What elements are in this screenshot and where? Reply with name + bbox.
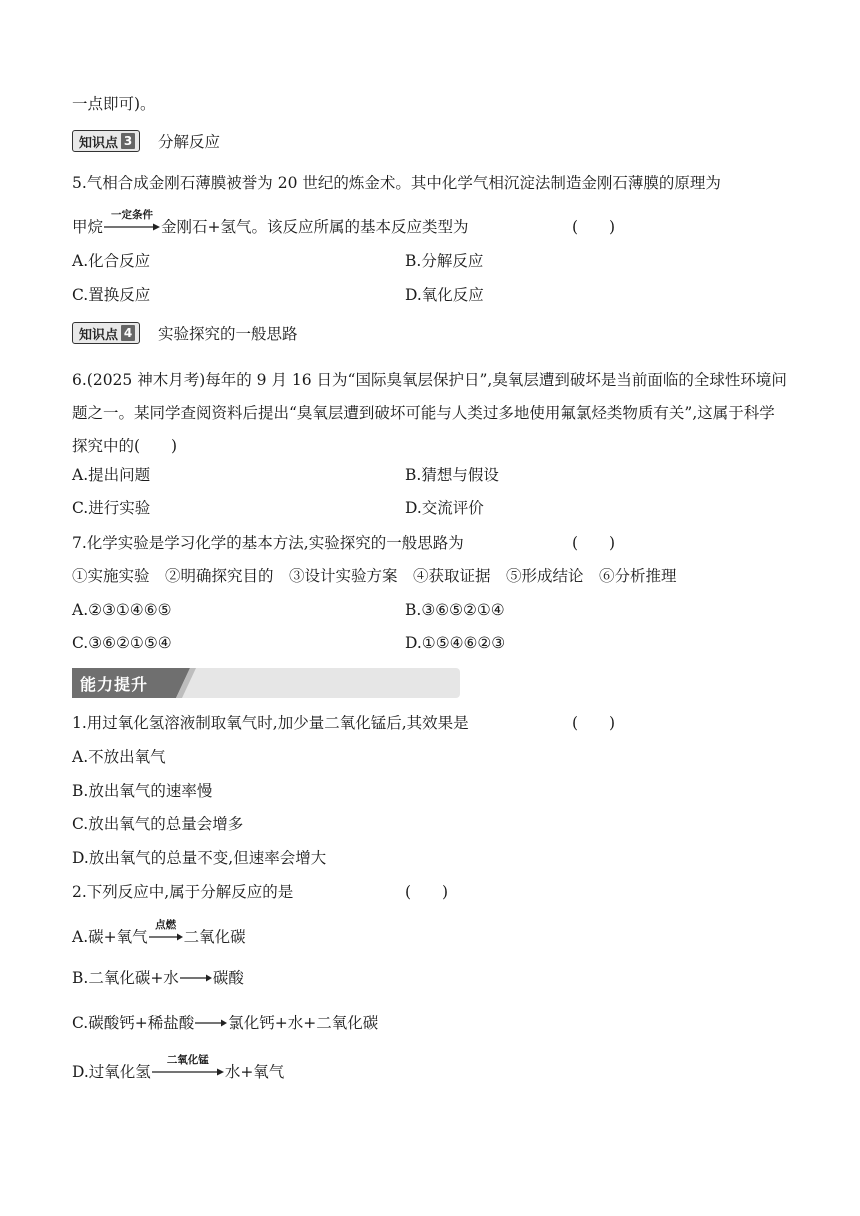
section-banner	[72, 668, 460, 698]
q5-option-a[interactable]: A.化合反应	[72, 252, 151, 270]
p2-d-products: 水+氧气	[224, 1063, 285, 1081]
reaction-arrow	[179, 973, 213, 983]
q6-option-c[interactable]: C.进行实验	[72, 499, 151, 517]
p2-a-products: 二氧化碳	[183, 928, 246, 946]
p2-a-reactants: A.碳+氧气	[72, 928, 148, 946]
q6-text: 6.(2025 神木月考)每年的 9 月 16 日为“国际臭氧层保护日”,臭氧层遭到破坏是当前面临的全球性环境问题之一。某同学查阅资料后提出“臭氧层遭到破坏可能与人类过多地使用氟氯烃类物质有关”,这属于科学探究中的( )	[72, 371, 787, 455]
reaction-condition: 二氧化锰	[166, 1054, 209, 1066]
p2-c-products: 氯化钙+水+二氧化碳	[228, 1014, 379, 1032]
section-title: 能力提升	[80, 675, 149, 694]
q7-option-d[interactable]: D.①⑤④⑥②③	[405, 634, 506, 652]
arrow-icon	[151, 1067, 225, 1077]
q5-option-b[interactable]: B.分解反应	[405, 252, 484, 270]
q5-products: 金刚石+氢气。该反应所属的基本反应类型为	[161, 218, 469, 236]
knowledge-point-label: 知识点	[79, 135, 119, 151]
q5-reactant: 甲烷	[72, 218, 104, 236]
p2-answer-paren[interactable]: ( )	[405, 883, 449, 901]
knowledge-point-3-header	[72, 130, 220, 152]
p1-option-b[interactable]: B.放出氧气的速率慢	[72, 782, 213, 800]
p2-b-reactants: B.二氧化碳+水	[72, 969, 179, 987]
reaction-arrow	[103, 209, 161, 232]
knowledge-point-badge	[72, 322, 140, 344]
reaction-condition: 点燃	[155, 919, 177, 931]
q7-option-a[interactable]: A.②③①④⑥⑤	[72, 601, 172, 619]
arrow-icon	[179, 973, 213, 983]
p2-option-d[interactable]	[72, 1054, 285, 1082]
q7-answer-paren[interactable]: ( )	[572, 534, 616, 552]
q5-option-d[interactable]: D.氧化反应	[405, 286, 484, 304]
q5-line2	[72, 209, 469, 237]
p2-text: 2.下列反应中,属于分解反应的是	[72, 883, 294, 901]
p2-option-a[interactable]	[72, 919, 246, 947]
q7-option-c[interactable]: C.③⑥②①⑤④	[72, 634, 172, 652]
p2-b-products: 碳酸	[212, 969, 244, 987]
p1-answer-paren[interactable]: ( )	[572, 714, 616, 732]
q5-answer-paren[interactable]: ( )	[572, 218, 616, 236]
p2-option-b[interactable]	[72, 968, 244, 988]
p1-option-d[interactable]: D.放出氧气的总量不变,但速率会增大	[72, 849, 327, 867]
reaction-arrow	[194, 1018, 228, 1028]
p1-option-c[interactable]: C.放出氧气的总量会增多	[72, 815, 244, 833]
q7-text: 7.化学实验是学习化学的基本方法,实验探究的一般思路为	[72, 534, 464, 552]
p1-text: 1.用过氧化氢溶液制取氧气时,加少量二氧化锰后,其效果是	[72, 714, 469, 732]
q6-option-b[interactable]: B.猜想与假设	[405, 466, 499, 484]
q7-option-b[interactable]: B.③⑥⑤②①④	[405, 601, 505, 619]
knowledge-point-badge	[72, 130, 140, 152]
p1-option-a[interactable]: A.不放出氧气	[72, 748, 166, 766]
p2-c-reactants: C.碳酸钙+稀盐酸	[72, 1014, 195, 1032]
q6-option-a[interactable]: A.提出问题	[72, 466, 151, 484]
p2-d-reactants: D.过氧化氢	[72, 1063, 151, 1081]
q7-steps: ①实施实验 ②明确探究目的 ③设计实验方案 ④获取证据 ⑤形成结论 ⑥分析推理	[72, 567, 677, 585]
top-fragment: 一点即可)。	[72, 95, 156, 113]
q6-option-d[interactable]: D.交流评价	[405, 499, 484, 517]
reaction-arrow	[151, 1054, 225, 1077]
reaction-arrow	[148, 919, 184, 942]
q5-option-c[interactable]: C.置换反应	[72, 286, 151, 304]
q5-line1: 5.气相合成金刚石薄膜被誉为 20 世纪的炼金术。其中化学气相沉淀法制造金刚石薄膜的原理为	[72, 174, 721, 192]
reaction-condition: 一定条件	[111, 209, 154, 221]
knowledge-point-title: 分解反应	[158, 133, 221, 151]
knowledge-point-4-header	[72, 322, 298, 344]
arrow-icon	[194, 1018, 228, 1028]
arrow-icon	[148, 932, 184, 942]
knowledge-point-label: 知识点	[79, 327, 119, 343]
p2-option-c[interactable]	[72, 1013, 378, 1033]
knowledge-point-number: 4	[121, 325, 135, 341]
knowledge-point-title: 实验探究的一般思路	[158, 325, 298, 343]
knowledge-point-number: 3	[121, 133, 135, 149]
arrow-icon	[103, 222, 161, 232]
